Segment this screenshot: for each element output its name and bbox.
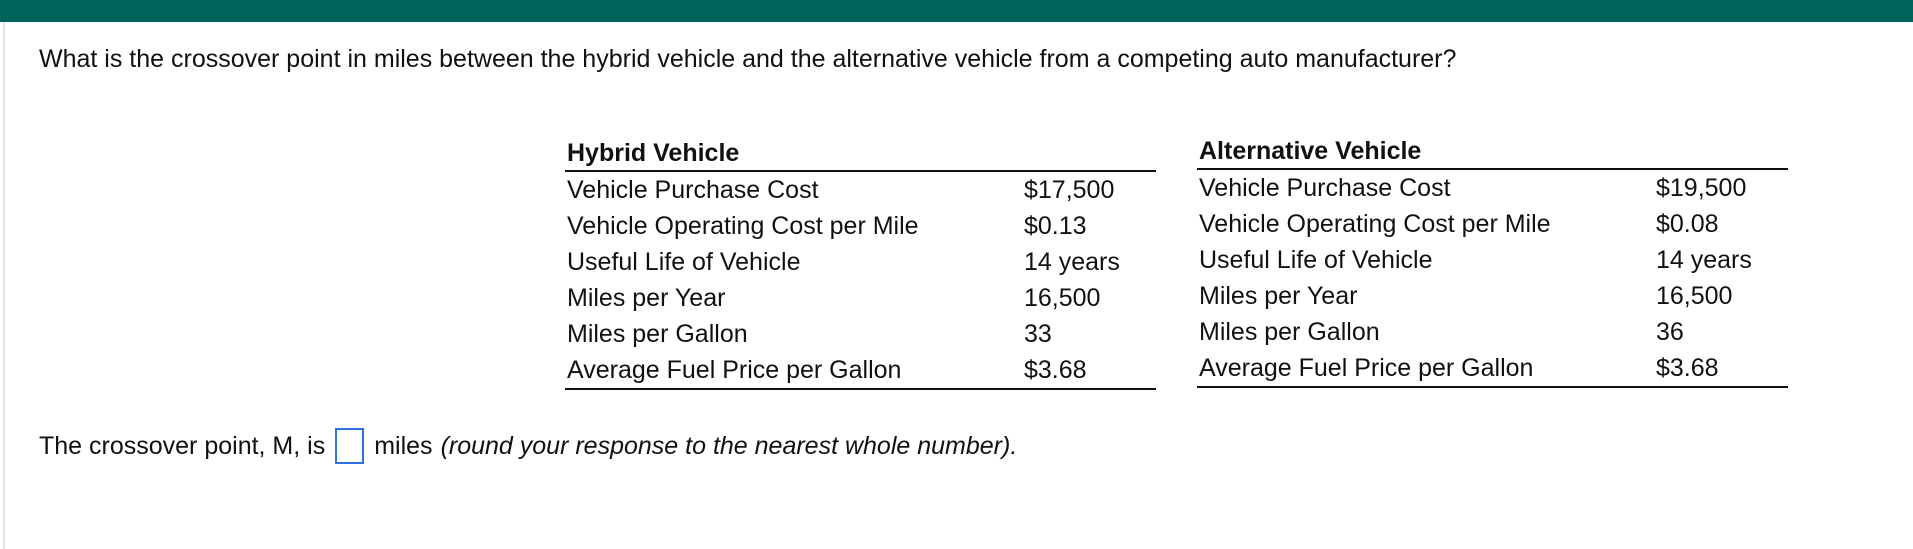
row-value: 14 years bbox=[1656, 245, 1752, 274]
left-border bbox=[3, 22, 5, 549]
table-row bbox=[565, 352, 1156, 389]
row-label: Miles per Year bbox=[567, 283, 726, 312]
row-value: $3.68 bbox=[1654, 350, 1788, 387]
row-label: Vehicle Purchase Cost bbox=[1199, 173, 1451, 202]
row-value: $17,500 bbox=[1024, 175, 1115, 204]
row-label: Useful Life of Vehicle bbox=[1199, 245, 1433, 274]
table-row bbox=[1197, 242, 1788, 278]
answer-line bbox=[39, 428, 1017, 464]
table-row bbox=[565, 208, 1156, 244]
table-row bbox=[1197, 314, 1788, 350]
header-bar bbox=[0, 0, 1913, 22]
table-row bbox=[1197, 278, 1788, 314]
row-label: Vehicle Operating Cost per Mile bbox=[567, 211, 919, 240]
row-label: Miles per Year bbox=[1199, 281, 1358, 310]
row-value: 14 years bbox=[1024, 247, 1120, 276]
alternative-vehicle-table bbox=[1197, 132, 1788, 388]
question-text: What is the crossover point in miles between the hybrid vehicle and the alternative vehicle from a competing auto manufacturer? bbox=[39, 45, 1457, 73]
table-row bbox=[565, 316, 1156, 352]
row-value: 16,500 bbox=[1024, 283, 1101, 312]
row-value: 33 bbox=[1024, 319, 1052, 348]
crossover-answer-input[interactable] bbox=[335, 428, 364, 464]
row-label: Average Fuel Price per Gallon bbox=[565, 352, 1022, 389]
row-value: $0.13 bbox=[1024, 211, 1087, 240]
table-row bbox=[565, 244, 1156, 280]
rounding-note: (round your response to the nearest whole number). bbox=[440, 431, 1018, 460]
row-label: Average Fuel Price per Gallon bbox=[1197, 350, 1654, 387]
row-value: 36 bbox=[1656, 317, 1684, 346]
table-row bbox=[565, 171, 1156, 208]
row-value: $3.68 bbox=[1022, 352, 1156, 389]
hybrid-vehicle-table bbox=[565, 134, 1156, 390]
alternative-table-title: Alternative Vehicle bbox=[1197, 132, 1788, 169]
answer-unit: miles bbox=[374, 431, 433, 460]
table-row bbox=[1197, 206, 1788, 242]
row-label: Vehicle Operating Cost per Mile bbox=[1199, 209, 1551, 238]
row-label: Miles per Gallon bbox=[1199, 317, 1380, 346]
table-row bbox=[1197, 169, 1788, 206]
row-value: 16,500 bbox=[1656, 281, 1733, 310]
table-row bbox=[1197, 350, 1788, 387]
row-label: Miles per Gallon bbox=[567, 319, 748, 348]
table-row bbox=[565, 280, 1156, 316]
row-value: $19,500 bbox=[1656, 173, 1747, 202]
row-label: Vehicle Purchase Cost bbox=[567, 175, 819, 204]
hybrid-table-title: Hybrid Vehicle bbox=[565, 134, 1156, 171]
row-label: Useful Life of Vehicle bbox=[567, 247, 801, 276]
row-value: $0.08 bbox=[1656, 209, 1719, 238]
answer-prefix: The crossover point, M, is bbox=[39, 431, 326, 460]
